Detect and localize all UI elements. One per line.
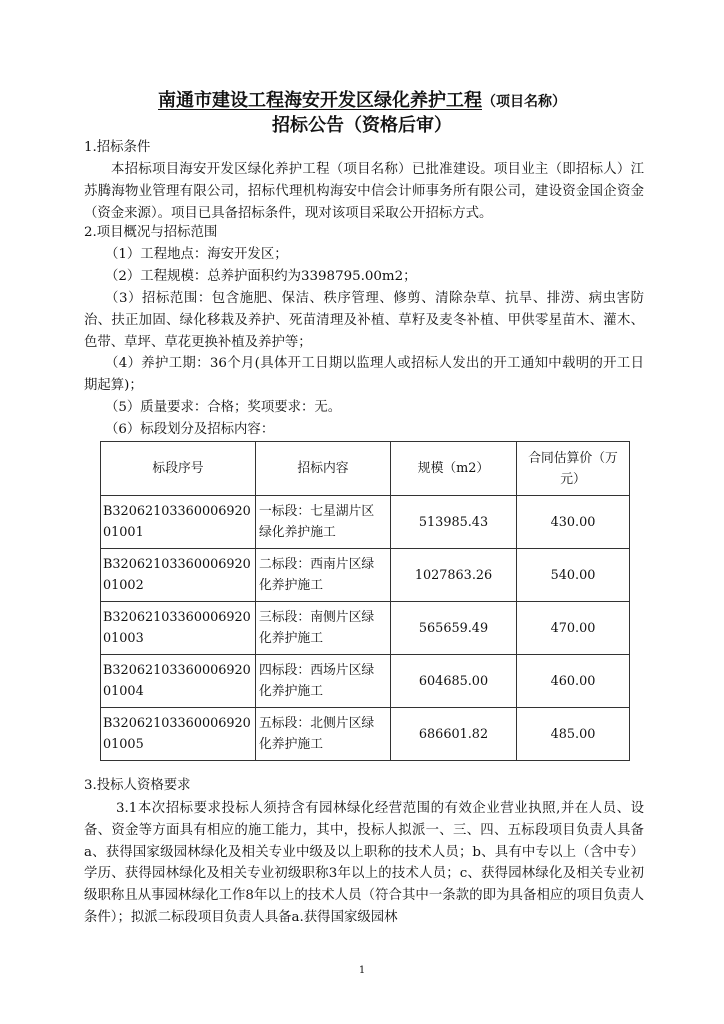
section-3-heading: 3.投标人资格要求: [84, 778, 191, 793]
section-2-item-4: （4）养护工期：36个月(具体开工日期以监理人或招标人发出的开工通知中载明的开工日期起算)；: [84, 356, 644, 393]
section-code-cell: B3206210336000692001001: [101, 496, 256, 549]
scale-cell: 565659.49: [391, 602, 517, 655]
section-2-item-1: （1）工程地点：海安开发区；: [105, 247, 288, 262]
table-row: [101, 496, 630, 549]
section-code-cell: B3206210336000692001004: [101, 655, 256, 708]
section-code-cell: B3206210336000692001003: [101, 602, 256, 655]
section-2-item-6: （6）标段划分及招标内容：: [105, 422, 275, 437]
section-code-cell: B3206210336000692001005: [101, 708, 256, 761]
section-3-paragraph: 3.1本次招标要求投标人须持含有园林绿化经营范围的有效企业营业执照,并在人员、设备、资金等方面具有相应的施工能力，其中，投标人拟派一、三、四、五标段项目负责人具备a、获得国家级园林绿化及相关专业中级及以上职称的技术人员；b、具有中专以上（含中专）学历、获得园林绿化及相关专业初级职称3年以上的技术人员；c、获得园林绿化及相关专业初级职称且从事园林绿化工作8年以上的技术人员（符合其中一条款的即为具备相应的项目负责人条件）；拟派二标段项目负责人具备a.获得国家级园林: [84, 801, 644, 925]
scale-cell: 1027863.26: [391, 549, 517, 602]
bid-content-cell: 一标段：七星湖片区绿化养护施工: [256, 496, 391, 549]
project-name: 南通市建设工程海安开发区绿化养护工程: [158, 90, 482, 111]
bid-content-cell: 五标段：北侧片区绿化养护施工: [256, 708, 391, 761]
price-cell: 540.00: [517, 549, 630, 602]
table-header-row: [101, 442, 630, 496]
table-header-cell: 规模（m2）: [391, 442, 517, 496]
table-header-cell: 招标内容: [256, 442, 391, 496]
table-row: [101, 549, 630, 602]
section-2-item-2: （2）工程规模：总养护面积约为3398795.00m2；: [105, 269, 417, 284]
price-cell: 470.00: [517, 602, 630, 655]
section-2-item-3: （3）招标范围：包含施肥、保洁、秩序管理、修剪、清除杂草、抗旱、排涝、病虫害防治、扶正加固、绿化移栽及养护、死苗清理及补植、草籽及麦冬补植、甲供零星苗木、灌木、色带、草坪、草花更换补植及养护等；: [84, 291, 644, 350]
bid-section-table: [100, 441, 630, 761]
bid-content-cell: 二标段：西南片区绿化养护施工: [256, 549, 391, 602]
section-1-heading: 1.招标条件: [84, 140, 151, 155]
bid-content-cell: 四标段：西场片区绿化养护施工: [256, 655, 391, 708]
table-row: [101, 655, 630, 708]
title-line-2: 招标公告（资格后审）: [272, 115, 452, 136]
section-code-cell: B3206210336000692001002: [101, 549, 256, 602]
table-row: [101, 708, 630, 761]
project-name-suffix: （项目名称）: [482, 94, 566, 110]
table-header-cell: 合同估算价（万元）: [517, 442, 630, 496]
section-1-paragraph: 本招标项目海安开发区绿化养护工程（项目名称）已批准建设。项目业主（即招标人）江苏腾海物业管理有限公司，招标代理机构海安中信会计师事务所有限公司，建设资金国企资金（资金来源）。项目已具备招标条件，现对该项目采取公开招标方式。: [84, 162, 644, 221]
scale-cell: 604685.00: [391, 655, 517, 708]
section-2-heading: 2.项目概况与招标范围: [84, 225, 218, 240]
scale-cell: 513985.43: [391, 496, 517, 549]
title-line-1: [0, 86, 724, 112]
price-cell: 485.00: [517, 708, 630, 761]
section-2-item-5: （5）质量要求：合格；奖项要求：无。: [105, 400, 342, 415]
page-number: 1: [358, 965, 366, 976]
bid-content-cell: 三标段：南侧片区绿化养护施工: [256, 602, 391, 655]
scale-cell: 686601.82: [391, 708, 517, 761]
table-row: [101, 602, 630, 655]
price-cell: 460.00: [517, 655, 630, 708]
price-cell: 430.00: [517, 496, 630, 549]
table-header-cell: 标段序号: [101, 442, 256, 496]
